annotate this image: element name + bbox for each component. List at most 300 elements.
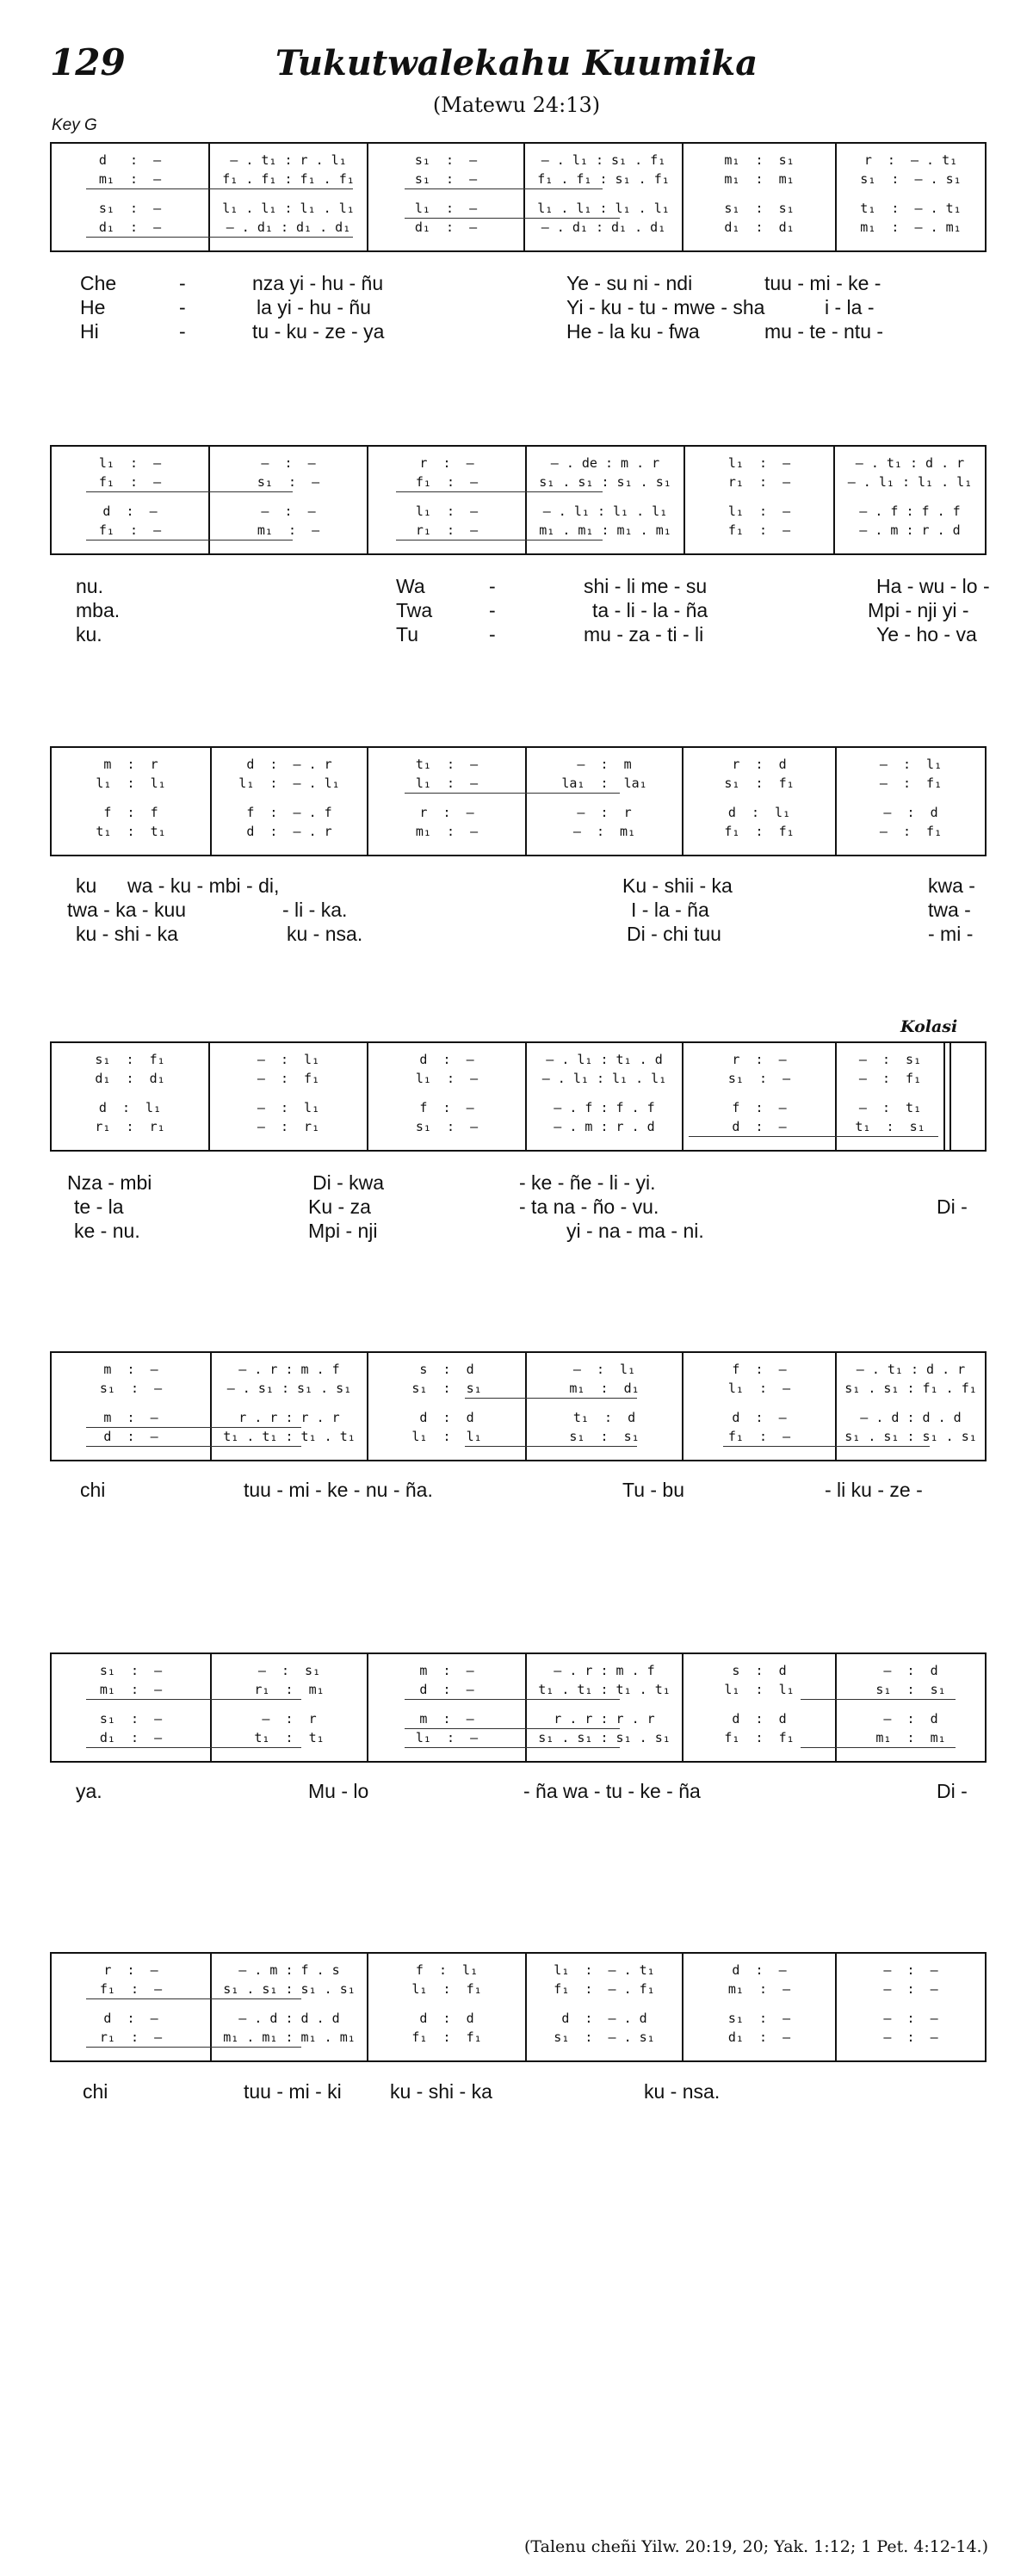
measure — [684, 1353, 835, 1460]
soprano-notes: m : r — [103, 757, 158, 772]
bass-notes: – . m : r . d — [554, 1119, 655, 1134]
alto-notes: — : f₁ — [257, 1071, 320, 1086]
bass-notes: s₁ . s₁ : s₁ . s₁ — [844, 1429, 977, 1444]
lyrics-block-7 — [50, 2079, 987, 2103]
measure — [527, 748, 682, 855]
soprano-notes: – . de : m . r — [550, 455, 660, 471]
measure — [368, 1353, 525, 1460]
lyric-line-verse-1 — [50, 574, 990, 598]
measure — [212, 1954, 367, 2060]
lyric-syllable: Hi — [80, 320, 99, 343]
lyric-line-verse-2 — [50, 598, 987, 622]
bass-notes: — : f₁ — [879, 824, 943, 839]
bass-notes: m₁ : — — [257, 522, 320, 538]
tie-line — [405, 1728, 620, 1729]
bass-notes: m₁ . m₁ : m₁ . m₁ — [539, 522, 671, 538]
music-system-2 — [50, 445, 987, 555]
hymn-number: 129 — [50, 41, 126, 83]
alto-notes: l₁ : — — [727, 1381, 791, 1396]
measure — [527, 1654, 682, 1761]
alto-notes: l₁ : l₁ — [724, 1682, 795, 1697]
measure — [527, 447, 684, 553]
lyrics-block-3 — [50, 874, 987, 946]
soprano-notes: l₁ : — — [98, 455, 162, 471]
lyric-syllable: He — [80, 296, 106, 318]
lyric-line-verse-3 — [50, 622, 987, 646]
tenor-notes: l₁ : — — [727, 503, 791, 519]
bass-notes: m₁ . m₁ : m₁ . m₁ — [223, 2029, 356, 2045]
tie-line — [86, 491, 293, 492]
measure — [210, 144, 367, 250]
alto-notes: s₁ . s₁ : s₁ . s₁ — [539, 474, 671, 490]
bass-notes: — : m₁ — [572, 824, 636, 839]
bass-notes: r₁ : r₁ — [95, 1119, 165, 1134]
soprano-notes: – . t₁ : d . r — [856, 1362, 966, 1377]
bass-notes: s₁ : — — [415, 1119, 479, 1134]
lyric-syllable: Twa — [396, 599, 433, 621]
lyrics-block-1 — [50, 271, 987, 343]
tie-line — [689, 1136, 938, 1137]
alto-notes: — : — — [883, 1981, 938, 1997]
alto-notes: s₁ . s₁ : f₁ . f₁ — [844, 1381, 977, 1396]
lyric-syllable: Ye - su ni - ndi — [566, 272, 693, 294]
measure — [368, 144, 523, 250]
bass-notes: – . d₁ : d₁ . d₁ — [541, 219, 666, 235]
tenor-notes: s₁ : — — [727, 2011, 791, 2026]
lyric-syllable: Wa — [396, 575, 425, 597]
bass-notes: l₁ : l₁ — [411, 1429, 482, 1444]
lyric-line-verse-2 — [50, 898, 987, 922]
lyric-syllable: Ku - za — [308, 1195, 371, 1218]
tenor-notes: f : — — [419, 1100, 474, 1115]
lyric-syllable: nu. — [76, 575, 103, 597]
measure — [212, 748, 367, 855]
chorus-double-bar — [943, 1043, 951, 1150]
tenor-notes: – . d : d . d — [238, 2011, 340, 2026]
measure — [525, 144, 682, 250]
alto-notes: f₁ : — — [415, 474, 479, 490]
bass-notes: r₁ : — — [415, 522, 479, 538]
soprano-notes: m : — — [419, 1663, 474, 1678]
tenor-notes: d : l₁ — [98, 1100, 162, 1115]
lyric-syllable: nza yi - hu - ñu — [252, 272, 384, 294]
lyric-line-chorus — [50, 2079, 987, 2103]
bass-notes: d₁ : — — [99, 1730, 163, 1745]
soprano-notes: s₁ : f₁ — [95, 1052, 165, 1067]
tenor-notes: r . r : r . r — [554, 1711, 655, 1727]
bass-notes: d₁ : — — [727, 2029, 791, 2045]
measure — [684, 144, 835, 250]
tie-line — [86, 540, 293, 541]
lyric-syllable: Che — [80, 272, 117, 294]
scripture-reference: (Matewu 24:13) — [432, 93, 601, 117]
bass-notes: t₁ : t₁ — [254, 1730, 325, 1745]
measure — [837, 1043, 943, 1150]
soprano-notes: l₁ : — — [727, 455, 791, 471]
measure — [527, 1353, 682, 1460]
tenor-notes: s₁ : — — [99, 1711, 163, 1727]
measure — [684, 748, 835, 855]
key-signature: Key G — [52, 116, 97, 134]
soprano-notes: — : m — [577, 757, 632, 772]
tenor-notes: f : — — [732, 1100, 787, 1115]
tenor-notes: d : — — [732, 1410, 787, 1425]
bass-notes: f₁ : f₁ — [411, 2029, 482, 2045]
tenor-notes: d : — — [103, 2011, 158, 2026]
measure — [368, 1954, 525, 2060]
tie-line — [405, 188, 603, 189]
tenor-notes: — : d — [883, 805, 938, 820]
lyric-syllable: Nza - mbi — [67, 1171, 152, 1194]
alto-notes: — : f₁ — [879, 775, 943, 791]
lyric-syllable: - — [489, 575, 496, 597]
alto-notes: f₁ . f₁ : s₁ . f₁ — [537, 171, 670, 187]
tie-line — [396, 540, 603, 541]
bass-notes: s₁ . s₁ : s₁ . s₁ — [538, 1730, 671, 1745]
tenor-notes: d : – . d — [561, 2011, 647, 2026]
tenor-notes: l₁ : — — [415, 503, 479, 519]
alto-notes: m₁ : — — [98, 171, 162, 187]
tie-line — [405, 1747, 620, 1748]
bass-notes: r₁ : — — [99, 2029, 163, 2045]
lyric-syllable: mu - te - ntu - — [764, 320, 884, 343]
tenor-notes: — : t₁ — [858, 1100, 922, 1115]
music-system-6 — [50, 1652, 987, 1763]
lyric-syllable: Di - chi tuu — [627, 923, 721, 945]
tenor-notes: — : d — [883, 1711, 938, 1727]
soprano-notes: r : – . t₁ — [863, 152, 958, 168]
measure — [368, 1654, 525, 1761]
tie-line — [465, 1398, 637, 1399]
music-system-5 — [50, 1351, 987, 1461]
lyric-syllable: yi - na - ma - ni. — [566, 1220, 704, 1242]
measure — [52, 447, 208, 553]
soprano-notes: – . l₁ : s₁ . f₁ — [541, 152, 666, 168]
lyric-syllable: mba. — [76, 599, 121, 621]
tenor-notes: t₁ : – . t₁ — [860, 201, 962, 216]
lyric-syllable: - — [179, 296, 186, 318]
tie-line — [86, 237, 353, 238]
soprano-notes: – . l₁ : t₁ . d — [546, 1052, 663, 1067]
bass-notes: t₁ : s₁ — [855, 1119, 925, 1134]
lyric-syllable: Ye - ho - va — [876, 623, 977, 646]
alto-notes: f₁ : – . f₁ — [554, 1981, 655, 1997]
measure — [368, 1043, 525, 1150]
lyric-syllable: tuu - mi - ke - — [764, 272, 881, 294]
soprano-notes: d : – . r — [246, 757, 332, 772]
bass-notes: f₁ : f₁ — [724, 824, 795, 839]
tenor-notes: – . d : d . d — [860, 1410, 962, 1425]
soprano-notes: r : — — [732, 1052, 787, 1067]
tenor-notes: s₁ : — — [98, 201, 162, 216]
measure — [837, 144, 985, 250]
lyric-syllable: ya. — [76, 1780, 102, 1802]
measure — [837, 748, 985, 855]
measure — [52, 144, 208, 250]
bass-notes: f₁ : — — [727, 1429, 791, 1444]
tenor-notes: d : d — [732, 1711, 787, 1727]
lyric-syllable: - li ku - ze - — [825, 1479, 923, 1501]
lyric-syllable: Ha - wu - lo - — [876, 575, 990, 597]
bass-notes: d₁ : — — [414, 219, 478, 235]
lyric-syllable: shi - li me - su — [584, 575, 708, 597]
alto-notes: s₁ . s₁ : s₁ . s₁ — [223, 1981, 356, 1997]
music-system-7 — [50, 1952, 987, 2062]
lyric-syllable: ku - nsa. — [287, 923, 363, 945]
measure — [684, 1654, 835, 1761]
lyrics-block-2 — [50, 574, 990, 646]
tenor-notes: t₁ : d — [572, 1410, 636, 1425]
tenor-notes: — : l₁ — [257, 1100, 320, 1115]
soprano-notes: — : l₁ — [879, 757, 943, 772]
chorus-label: Kolasi — [900, 1017, 958, 1036]
lyric-line-verse-1 — [50, 874, 987, 898]
soprano-notes: — : d — [883, 1663, 938, 1678]
soprano-notes: – . r : m . f — [554, 1663, 655, 1678]
bass-notes: m₁ : m₁ — [875, 1730, 946, 1745]
measure — [52, 748, 210, 855]
tie-line — [396, 491, 603, 492]
alto-notes: s₁ : — — [99, 1381, 163, 1396]
tie-line — [723, 1446, 930, 1447]
lyric-syllable: Di - — [937, 1780, 968, 1802]
lyric-syllable: ku. — [76, 623, 102, 646]
tenor-notes: l₁ : — — [414, 201, 478, 216]
soprano-notes: — : l₁ — [572, 1362, 636, 1377]
alto-notes: – . s₁ : s₁ . s₁ — [226, 1381, 352, 1396]
lyric-line-verse-3 — [50, 319, 987, 343]
tenor-notes: r . r : r . r — [238, 1410, 340, 1425]
lyric-syllable: la yi - hu - ñu — [257, 296, 371, 318]
lyrics-block-6 — [50, 1779, 987, 1803]
lyric-line-verse-2 — [50, 295, 987, 319]
soprano-notes: s₁ : — — [99, 1663, 163, 1678]
measure — [527, 1954, 682, 2060]
bass-notes: f₁ : — — [727, 522, 791, 538]
alto-notes: s₁ : s₁ — [411, 1381, 482, 1396]
music-system-3 — [50, 746, 987, 856]
alto-notes: l₁ : f₁ — [411, 1981, 482, 1997]
tenor-notes: — : r — [577, 805, 632, 820]
measure — [685, 447, 833, 553]
lyric-syllable: - — [489, 623, 496, 646]
measure — [212, 1353, 367, 1460]
lyric-syllable: mu - za - ti - li — [584, 623, 704, 646]
soprano-notes: m : — — [103, 1362, 158, 1377]
lyric-syllable: Di - kwa — [312, 1171, 385, 1194]
alto-notes: la₁ : la₁ — [561, 775, 647, 791]
scripture-footnote: (Talenu cheñi Yilw. 20:19, 20; Yak. 1:12; 1 Pet. 4:12-14.) — [524, 2537, 988, 2556]
lyric-syllable: ku - nsa. — [644, 2080, 721, 2103]
measure — [52, 1353, 210, 1460]
lyric-syllable: ta - li - la - ña — [592, 599, 708, 621]
measure — [368, 748, 525, 855]
tie-line — [86, 188, 353, 189]
alto-notes: s₁ : s₁ — [875, 1682, 946, 1697]
lyric-syllable: chi — [83, 2080, 108, 2103]
tenor-notes: m : — — [419, 1711, 474, 1727]
tie-line — [86, 1699, 301, 1700]
soprano-notes: m₁ : s₁ — [724, 152, 795, 168]
lyrics-block-5 — [50, 1478, 987, 1502]
soprano-notes: d : — — [98, 152, 162, 168]
tenor-notes: – . l₁ : l₁ . l₁ — [542, 503, 668, 519]
lyrics-block-4 — [50, 1171, 987, 1243]
bass-notes: s₁ : s₁ — [569, 1429, 640, 1444]
tie-line — [86, 1998, 301, 1999]
lyric-syllable: Mu - lo — [308, 1780, 369, 1802]
alto-notes: d₁ : d₁ — [95, 1071, 165, 1086]
bass-notes: f₁ : f₁ — [724, 1730, 795, 1745]
soprano-notes: f : — — [732, 1362, 787, 1377]
lyric-syllable: - ña wa - tu - ke - ña — [523, 1780, 701, 1802]
bass-notes: d : — — [732, 1119, 787, 1134]
tenor-notes: f : f — [103, 805, 158, 820]
alto-notes: m₁ : d₁ — [569, 1381, 640, 1396]
music-system-1 — [50, 142, 987, 252]
alto-notes: f₁ : — — [98, 474, 162, 490]
tie-line — [86, 1747, 301, 1748]
lyric-syllable: He - la ku - fwa — [566, 320, 700, 343]
tenor-notes: — : — — [883, 2011, 938, 2026]
bass-notes: t₁ : t₁ — [96, 824, 166, 839]
soprano-notes: – . t₁ : r . l₁ — [230, 152, 347, 168]
measure — [527, 1043, 682, 1150]
measure — [210, 447, 367, 553]
alto-notes: m₁ : m₁ — [724, 171, 795, 187]
soprano-notes: — : — — [261, 455, 316, 471]
alto-notes: – . l₁ : l₁ . l₁ — [541, 1071, 667, 1086]
measure — [684, 1954, 835, 2060]
tie-line — [801, 1747, 956, 1748]
bass-notes: d : — — [103, 1429, 158, 1444]
soprano-notes: f : l₁ — [415, 1962, 479, 1978]
alto-notes: — : f₁ — [858, 1071, 922, 1086]
alto-notes: s₁ : — — [257, 474, 320, 490]
alto-notes: m₁ : — — [99, 1682, 163, 1697]
alto-notes: s₁ : — — [414, 171, 478, 187]
lyric-syllable: Mpi - nji yi - — [868, 599, 969, 621]
tie-line — [405, 1699, 620, 1700]
bass-notes: t₁ . t₁ : t₁ . t₁ — [223, 1429, 356, 1444]
soprano-notes: r : — — [419, 455, 474, 471]
bass-notes: d₁ : d₁ — [724, 219, 795, 235]
lyric-syllable: - mi - — [928, 923, 974, 945]
bass-notes: — : r₁ — [257, 1119, 320, 1134]
lyric-syllable: - ta na - ño - vu. — [519, 1195, 659, 1218]
soprano-notes: r : — — [103, 1962, 158, 1978]
soprano-notes: s : d — [419, 1362, 474, 1377]
lyric-syllable: ku - shi - ka — [76, 923, 178, 945]
lyric-syllable: tuu - mi - ke - nu - ña. — [244, 1479, 433, 1501]
measure — [684, 1043, 835, 1150]
tenor-notes: – . f : f . f — [859, 503, 961, 519]
measure — [837, 1654, 985, 1761]
alto-notes: r₁ : — — [727, 474, 791, 490]
alto-notes: f₁ . f₁ : f₁ . f₁ — [222, 171, 355, 187]
lyric-syllable: Di - — [937, 1195, 968, 1218]
hymn-header — [0, 0, 1033, 138]
lyric-syllable: Tu — [396, 623, 418, 646]
lyric-line-verse-1 — [50, 1171, 987, 1195]
soprano-notes: – . r : m . f — [238, 1362, 340, 1377]
lyric-line-verse-3 — [50, 922, 987, 946]
soprano-notes: — : s₁ — [257, 1663, 321, 1678]
lyric-syllable: wa - ku - mbi - di, — [127, 874, 280, 897]
tie-line — [465, 1446, 637, 1447]
soprano-notes: d : — — [732, 1962, 787, 1978]
measure — [212, 1654, 367, 1761]
lyric-syllable: ke - nu. — [74, 1220, 140, 1242]
lyric-syllable: - — [179, 272, 186, 294]
lyric-line-verse-2 — [50, 1195, 987, 1219]
alto-notes: d : — — [419, 1682, 474, 1697]
bass-notes: m₁ : – . m₁ — [860, 219, 962, 235]
lyric-syllable: Mpi - nji — [308, 1220, 378, 1242]
lyric-syllable: kwa - — [928, 874, 975, 897]
lyric-syllable: - ke - ñe - li - yi. — [519, 1171, 656, 1194]
lyric-line-verse-3 — [50, 1219, 987, 1243]
lyric-syllable: tu - ku - ze - ya — [252, 320, 385, 343]
lyric-syllable: Tu - bu — [622, 1479, 685, 1501]
tenor-notes: d : l₁ — [727, 805, 791, 820]
measure — [835, 447, 985, 553]
soprano-notes: d : — — [419, 1052, 474, 1067]
tenor-notes: f : – . f — [246, 805, 332, 820]
lyric-syllable: tuu - mi - ki — [244, 2080, 342, 2103]
tie-line — [86, 2047, 301, 2048]
alto-notes: – . l₁ : l₁ . l₁ — [847, 474, 973, 490]
alto-notes: t₁ . t₁ : t₁ . t₁ — [538, 1682, 671, 1697]
tenor-notes: m : — — [103, 1410, 158, 1425]
measure — [210, 1043, 367, 1150]
measure — [52, 1043, 208, 1150]
lyric-syllable: Yi - ku - tu - mwe - sha — [566, 296, 765, 318]
bass-notes: – . m : r . d — [859, 522, 961, 538]
tenor-notes: d : d — [419, 2011, 474, 2026]
lyric-syllable: - — [489, 599, 496, 621]
bass-notes: d₁ : — — [98, 219, 162, 235]
alto-notes: r₁ : m₁ — [254, 1682, 325, 1697]
lyric-syllable: I - la - ña — [631, 899, 709, 921]
tie-line — [86, 1446, 301, 1447]
soprano-notes: – . m : f . s — [238, 1962, 340, 1978]
alto-notes: s₁ : — — [727, 1071, 791, 1086]
tenor-notes: – . f : f . f — [554, 1100, 655, 1115]
tenor-notes: — : — — [261, 503, 316, 519]
tenor-notes: d : — — [102, 503, 158, 519]
lyric-syllable: i - la - — [825, 296, 875, 318]
soprano-notes: – . t₁ : d . r — [855, 455, 965, 471]
bass-notes: f₁ : — — [98, 522, 162, 538]
lyric-syllable: - — [179, 320, 186, 343]
lyric-line-chorus — [50, 1478, 987, 1502]
lyric-line-verse-1 — [50, 271, 987, 295]
bass-notes: – . d₁ : d₁ . d₁ — [226, 219, 351, 235]
alto-notes: l₁ : – . l₁ — [238, 775, 340, 791]
lyric-syllable: - li - ka. — [282, 899, 348, 921]
bass-notes: l₁ : — — [415, 1730, 479, 1745]
lyric-syllable: ku — [76, 874, 97, 897]
tie-line — [801, 1699, 956, 1700]
alto-notes: m₁ : — — [727, 1981, 791, 1997]
lyric-syllable: twa - ka - kuu — [67, 899, 187, 921]
measure — [52, 1954, 210, 2060]
alto-notes: f₁ : — — [99, 1981, 163, 1997]
lyric-syllable: twa - — [928, 899, 971, 921]
tie-line — [405, 218, 620, 219]
tenor-notes: — : r — [262, 1711, 317, 1727]
